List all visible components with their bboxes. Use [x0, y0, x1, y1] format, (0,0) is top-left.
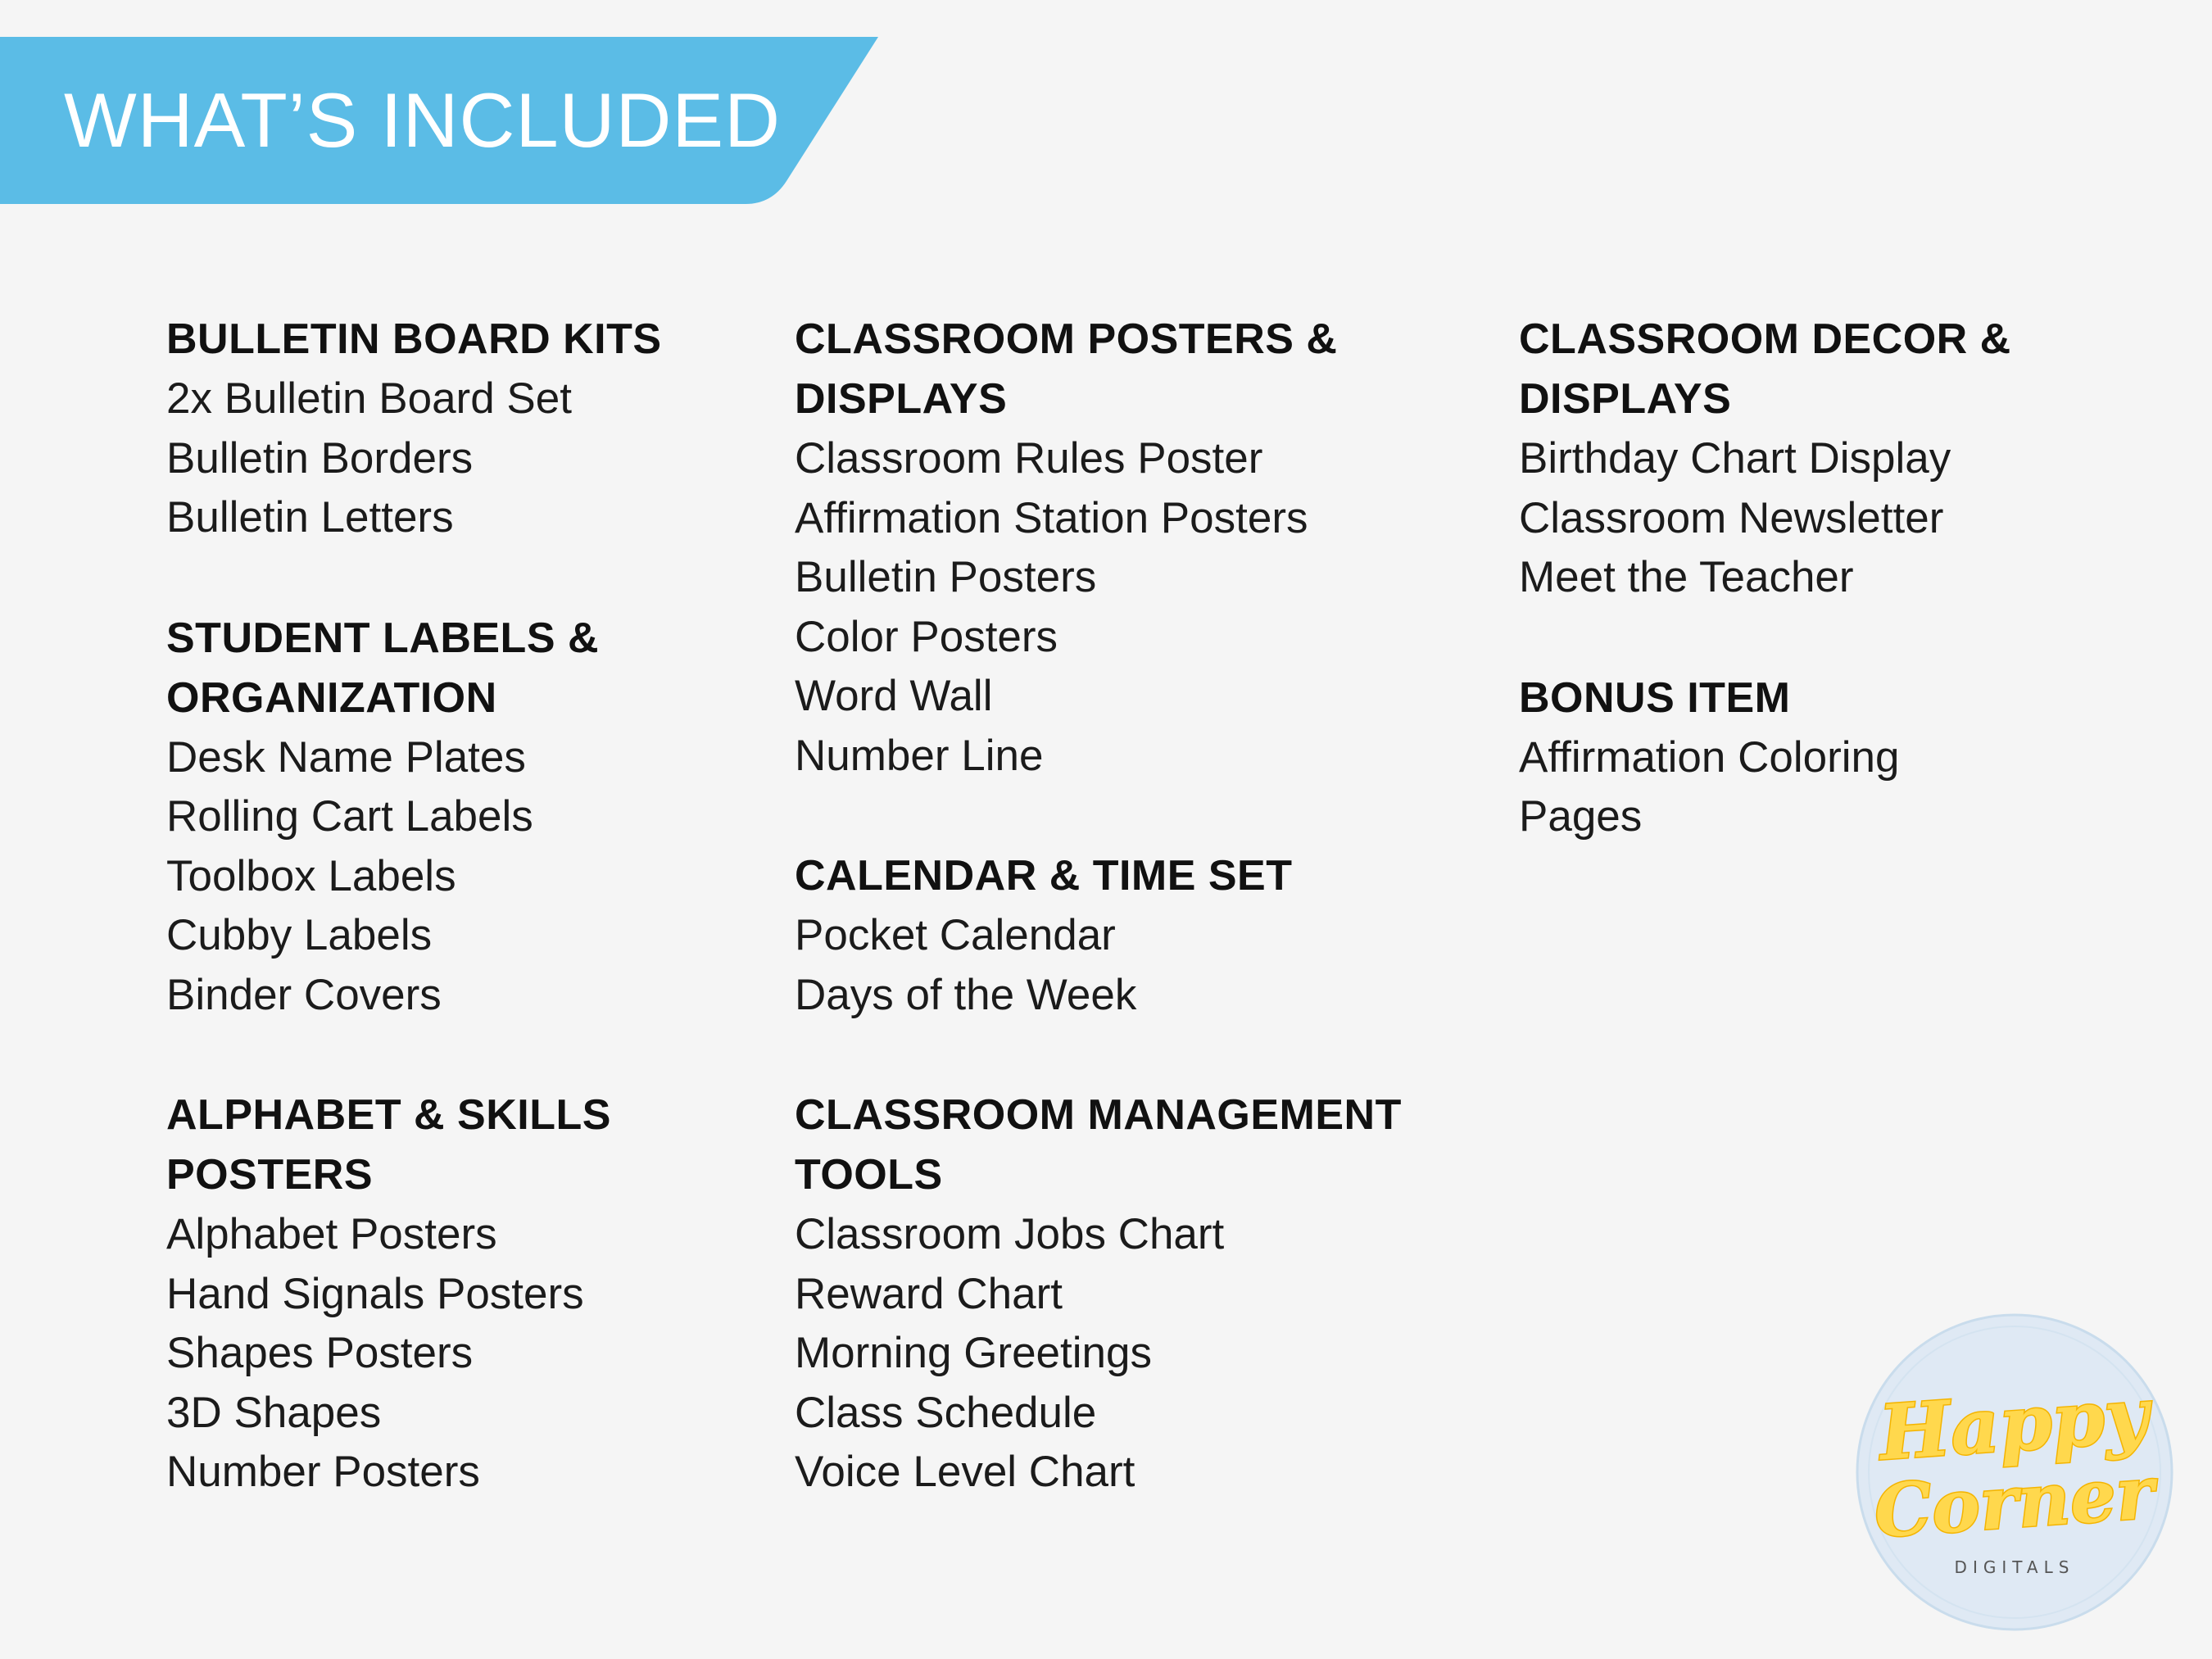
section-alphabet-skills	[166, 1086, 773, 1503]
column-3	[1519, 310, 2125, 908]
section-calendar-time	[795, 846, 1434, 1025]
item-list	[795, 906, 1434, 1025]
item-list	[166, 369, 773, 548]
item-list	[166, 728, 773, 1026]
section-heading-line: CLASSROOM DECOR &	[1519, 315, 2011, 363]
column-1	[166, 310, 773, 1563]
list-item: Bulletin Posters	[795, 553, 1097, 601]
list-item: Word Wall	[795, 672, 993, 720]
list-item: Bulletin Letters	[166, 493, 454, 542]
list-item: Meet the Teacher	[1519, 553, 1854, 601]
section-heading-line: POSTERS	[166, 1151, 373, 1199]
list-item: Number Posters	[166, 1448, 480, 1496]
item-list	[1519, 728, 2125, 847]
list-item: Hand Signals Posters	[166, 1269, 584, 1318]
section-heading	[795, 310, 1434, 429]
list-item: Classroom Jobs Chart	[795, 1210, 1225, 1258]
list-item: Birthday Chart Display	[1519, 434, 1951, 483]
logo-word-corner: Corner	[1871, 1449, 2157, 1554]
list-item: Toolbox Labels	[166, 851, 456, 900]
section-heading-line: ORGANIZATION	[166, 673, 497, 722]
logo-badge	[1855, 1312, 2174, 1632]
section-heading	[1519, 310, 2125, 429]
list-item: Reward Chart	[795, 1269, 1063, 1318]
item-list	[795, 1205, 1434, 1503]
list-item: Classroom Newsletter	[1519, 493, 1944, 542]
column-2	[795, 310, 1434, 1563]
list-item: Classroom Rules Poster	[795, 434, 1263, 483]
section-classroom-decor	[1519, 310, 2125, 608]
section-heading-line: BONUS ITEM	[1519, 673, 1791, 722]
section-heading	[166, 1086, 773, 1205]
list-item: Alphabet Posters	[166, 1210, 497, 1258]
list-item: Rolling Cart Labels	[166, 792, 533, 841]
section-heading-line: TOOLS	[795, 1151, 943, 1199]
list-item: 2x Bulletin Board Set	[166, 374, 572, 423]
list-item: Cubby Labels	[166, 911, 433, 959]
list-item: Color Posters	[795, 612, 1058, 661]
list-item: Voice Level Chart	[795, 1448, 1135, 1496]
section-heading-line: CALENDAR & TIME SET	[795, 852, 1293, 900]
header-banner	[0, 37, 881, 204]
list-item: Desk Name Plates	[166, 732, 526, 782]
section-bulletin-board-kits	[166, 310, 773, 548]
logo-tagline: DIGITALS	[1954, 1557, 2075, 1577]
list-item: Affirmation Coloring	[1519, 732, 1900, 782]
list-item: Bulletin Borders	[166, 433, 474, 483]
list-item: Morning Greetings	[795, 1329, 1152, 1377]
section-heading-line: CLASSROOM MANAGEMENT	[795, 1091, 1402, 1139]
list-item: Affirmation Station Posters	[795, 493, 1308, 542]
brand-logo	[1855, 1312, 2174, 1632]
item-list	[166, 1205, 773, 1503]
list-item: Class Schedule	[795, 1388, 1097, 1437]
section-classroom-posters	[795, 310, 1434, 786]
section-heading-line: STUDENT LABELS &	[166, 614, 599, 662]
section-heading-line: CLASSROOM POSTERS &	[795, 315, 1338, 363]
list-item: Number Line	[795, 731, 1044, 780]
item-list	[1519, 429, 2125, 608]
list-item: Binder Covers	[166, 970, 442, 1019]
section-heading	[795, 846, 1434, 906]
section-heading-line: DISPLAYS	[1519, 375, 1732, 423]
section-heading	[166, 609, 773, 728]
section-classroom-management	[795, 1086, 1434, 1503]
page-title: WHAT’S INCLUDED	[64, 77, 781, 163]
item-list	[795, 429, 1434, 786]
section-student-labels	[166, 609, 773, 1026]
section-heading	[795, 1086, 1434, 1205]
list-item: 3D Shapes	[166, 1388, 382, 1437]
section-heading	[166, 310, 773, 369]
section-heading	[1519, 669, 2125, 728]
list-item: Pages	[1519, 792, 1643, 841]
section-bonus-item	[1519, 669, 2125, 847]
list-item: Pocket Calendar	[795, 911, 1116, 959]
logo-word-happy: Happy	[1876, 1370, 2151, 1478]
section-heading-line: ALPHABET & SKILLS	[166, 1091, 611, 1139]
list-item: Shapes Posters	[166, 1329, 474, 1377]
section-heading-line: BULLETIN BOARD KITS	[166, 315, 662, 363]
list-item: Days of the Week	[795, 970, 1137, 1019]
section-heading-line: DISPLAYS	[795, 375, 1008, 423]
